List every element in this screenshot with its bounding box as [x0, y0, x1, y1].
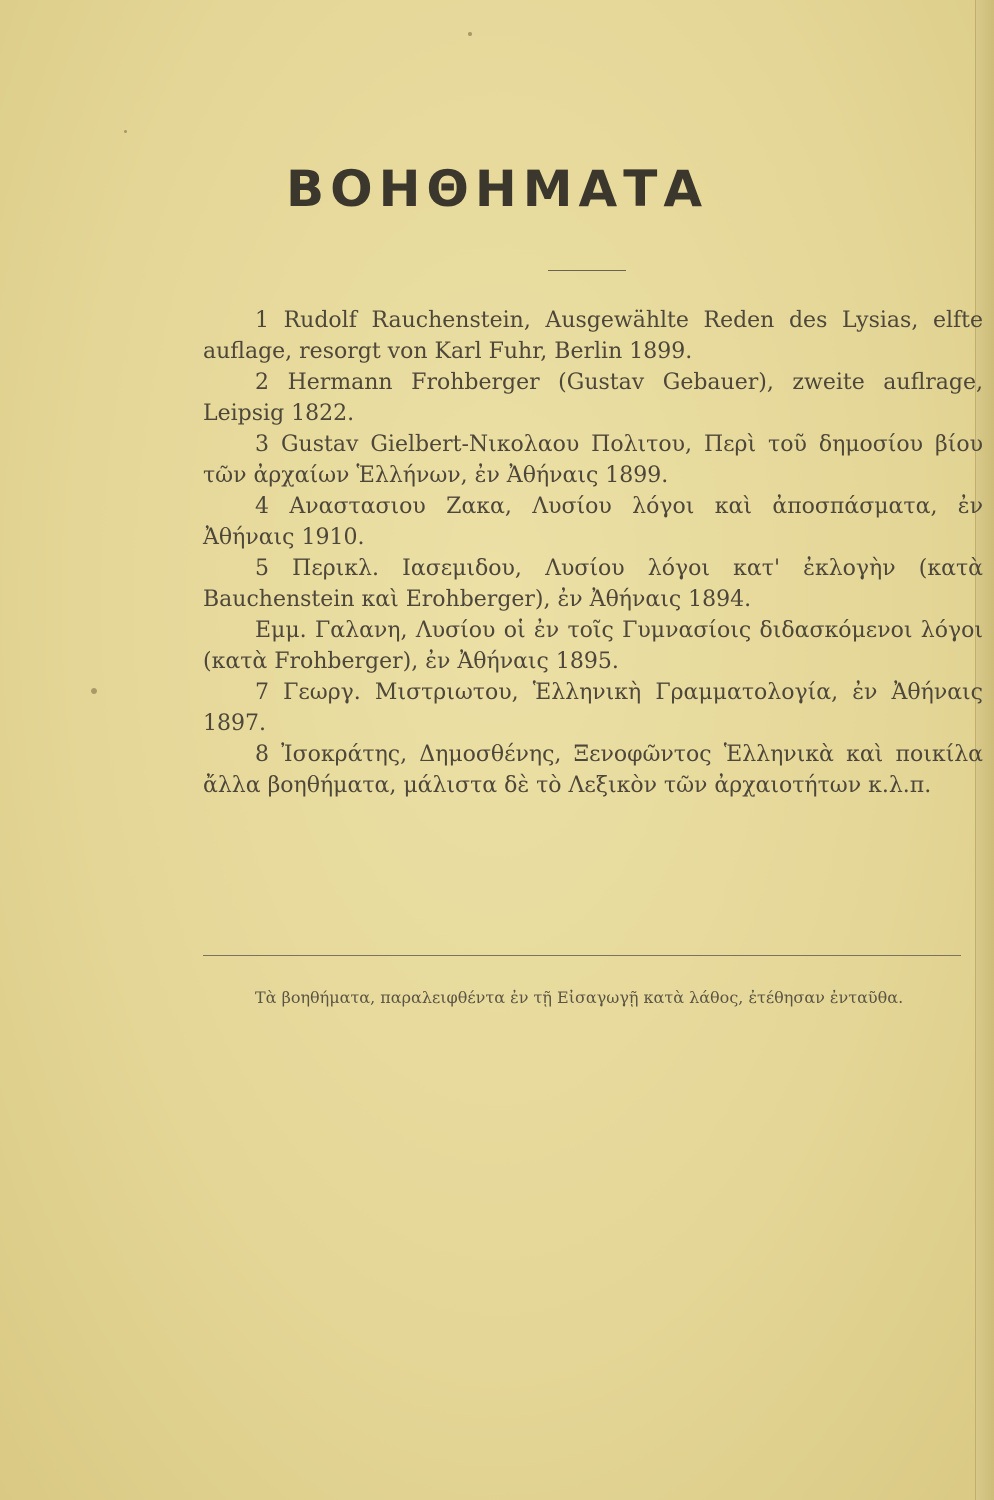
footnote: Τὰ βοηθήματα, παραλειφθέντα ἐν τῇ Εἰσαγωγῇ κατὰ λάθος, ἐτέθησαν ἐνταῦθα. [255, 988, 904, 1007]
bibliography-entry: 5 Περικλ. Ιασεμιδου, Λυσίου λόγοι κατ' ἐκλογὴν (κατὰ Bauchenstein καὶ Erohberger), ἐν Ἀθήναις 1894. [203, 556, 983, 612]
page-title: ΒΟΗΘΗΜΑΤΑ [285, 160, 709, 218]
paper-speck [468, 32, 472, 36]
bibliography-entry: 2 Hermann Frohberger (Gustav Gebauer), zweite auflrage, Leipsig 1822. [203, 370, 983, 426]
bibliography-entry: 4 Αναστασιου Ζακα, Λυσίου λόγοι καὶ ἀποσπάσματα, ἐν Ἀθήναις 1910. [203, 494, 983, 550]
title-divider [548, 270, 626, 271]
paper-speck [124, 130, 127, 133]
bibliography-entry: 8 Ἰσοκράτης, Δημοσθένης, Ξενοφῶντος Ἑλληνικὰ καὶ ποικίλα ἄλλα βοηθήματα, μάλιστα δὲ τὸ Λεξικὸν τῶν ἀρχαιοτήτων κ.λ.π. [203, 742, 983, 798]
paper-speck [91, 688, 97, 694]
footnote-divider [203, 955, 961, 956]
bibliography-entry: 1 Rudolf Rauchenstein, Ausgewählte Reden des Lysias, elfte auflage, resorgt von Karl Fuhr, Berlin 1899. [203, 308, 983, 364]
bibliography-entry: Εμμ. Γαλανη, Λυσίου οἱ ἐν τοῖς Γυμνασίοις διδασκόμενοι λόγοι (κατὰ Frohberger), ἐν Ἀθήναις 1895. [203, 618, 983, 674]
bibliography-list [203, 305, 983, 801]
bibliography-entry: 3 Gustav Gielbert-Νικολαου Πολιτου, Περὶ τοῦ δημοσίου βίου τῶν ἀρχαίων Ἑλλήνων, ἐν Ἀθήναις 1899. [203, 432, 983, 488]
bibliography-entry: 7 Γεωργ. Μιστριωτου, Ἑλληνικὴ Γραμματολογία, ἐν Ἀθήναις 1897. [203, 680, 983, 736]
